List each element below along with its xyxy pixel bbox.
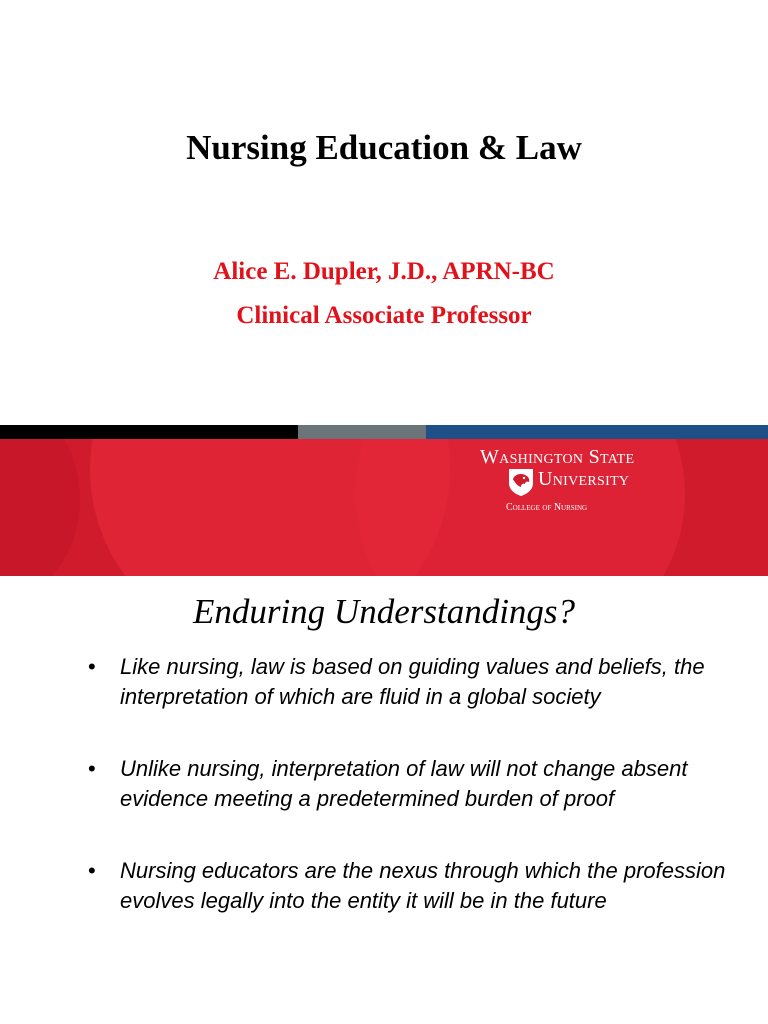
slide-title: Nursing Education & Law [186, 128, 582, 167]
content-slide [0, 576, 768, 1024]
stripe-gray [298, 425, 426, 439]
logo-line-washington-state: Washington State [480, 446, 635, 468]
slide-heading: Enduring Understandings? [192, 592, 576, 631]
author-role: Clinical Associate Professor [236, 302, 532, 329]
author-name: Alice E. Dupler, J.D., APRN-BC [213, 258, 555, 285]
bullet-item [88, 754, 748, 814]
wsu-logo [480, 446, 680, 526]
bullet-marker: • [88, 858, 96, 883]
banner-decor-circle [0, 439, 80, 576]
stripe-blue [426, 425, 768, 439]
cougar-seal-icon [506, 467, 536, 497]
bullet-item [88, 652, 748, 712]
bullet-text: Nursing educators are the nexus through which the profession evolves legally into the entity it will be in the future [120, 858, 726, 913]
bullet-text: Unlike nursing, interpretation of law will not change absent evidence meeting a predetermined burden of proof [120, 756, 688, 811]
bullet-list [88, 652, 748, 958]
bullet-marker: • [88, 756, 96, 781]
stripe-black [0, 425, 298, 439]
logo-line-college-of-nursing: College of Nursing [506, 502, 588, 513]
bullet-text: Like nursing, law is based on guiding values and beliefs, the interpretation of which are fluid in a global society [120, 654, 705, 709]
bullet-marker: • [88, 654, 96, 679]
bullet-item [88, 856, 748, 916]
logo-line-university: University [538, 468, 630, 490]
